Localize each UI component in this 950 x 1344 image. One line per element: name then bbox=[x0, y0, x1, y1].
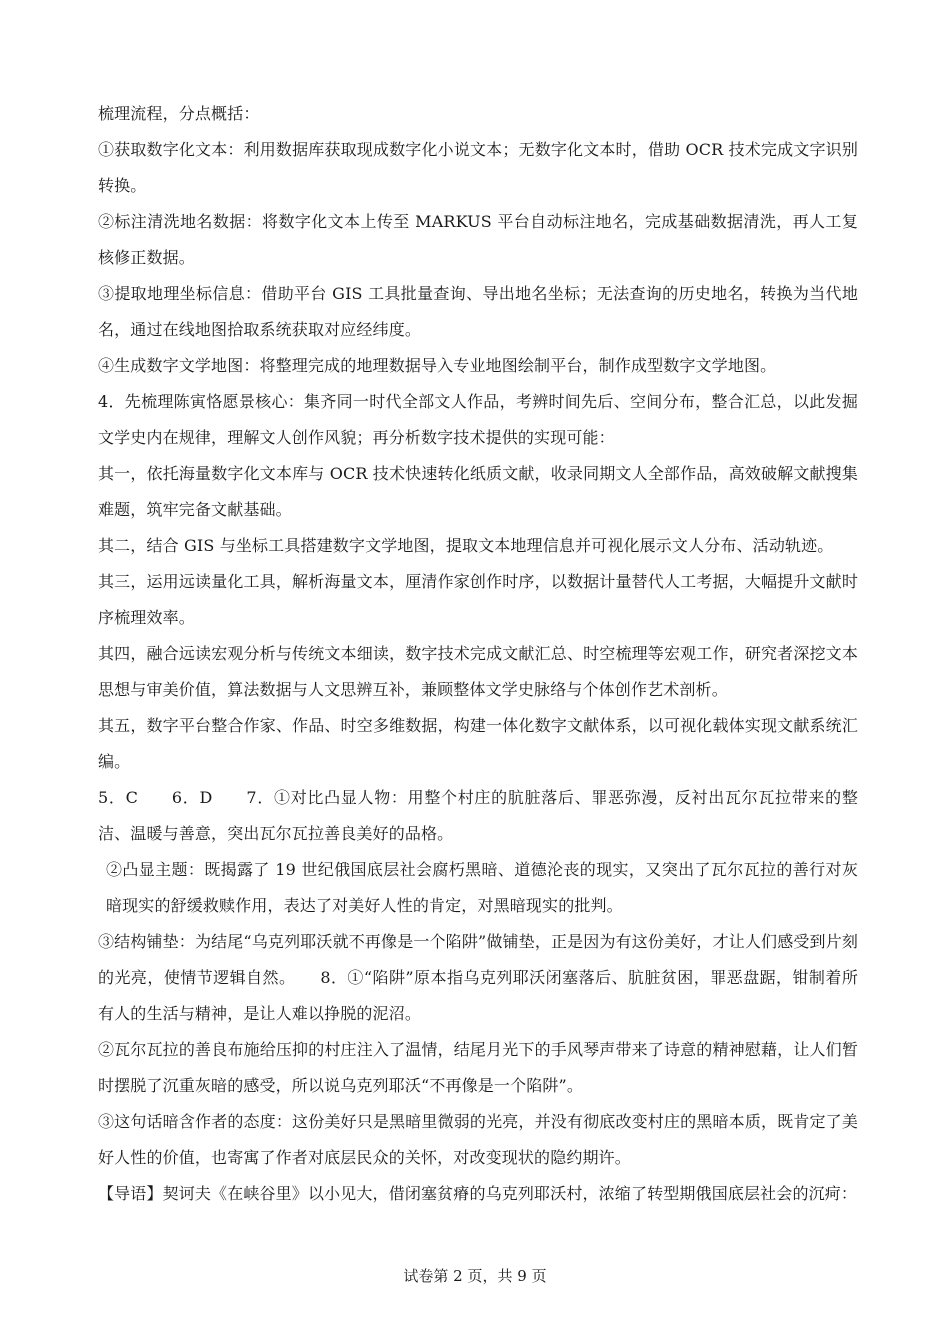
page-footer: 试卷第 2 页，共 9 页 bbox=[403, 1267, 547, 1285]
q7-point-3-and-q8-paragraph: ③结构铺垫：为结尾“乌克列耶沃就不再像是一个陷阱”做铺垫，正是因为有这份美好，才让人们感受到片刻的光亮，使情节逻辑自然。 8．①“陷阱”原本指乌克列耶沃闭塞落后、肮脏贫困，罪恶盘踞，钳制着所有人的生活与精神，是让人难以挣脱的泥沼。 bbox=[98, 932, 858, 1023]
step-2-paragraph: ②标注清洗地名数据：将数字化文本上传至 MARKUS 平台自动标注地名，完成基础数据清洗，再人工复核修正数据。 bbox=[98, 212, 858, 267]
q7-point-2-paragraph: ②凸显主题：既揭露了 19 世纪俄国底层社会腐朽黑暗、道德沦丧的现实，又突出了瓦尔瓦拉的善行对灰暗现实的舒缓救赎作用，表达了对美好人性的肯定，对黑暗现实的批判。 bbox=[106, 860, 858, 915]
point-3-paragraph: 其三，运用远读量化工具，解析海量文本，厘清作家创作时序，以数据计量替代人工考据，大幅提升文献时序梳理效率。 bbox=[98, 572, 858, 627]
guide-paragraph: 【导语】契诃夫《在峡谷里》以小见大，借闭塞贫瘠的乌克列耶沃村，浓缩了转型期俄国底层社会的沉疴： bbox=[98, 1184, 858, 1203]
q8-point-3-paragraph: ③这句话暗含作者的态度：这份美好只是黑暗里微弱的光亮，并没有彻底改变村庄的黑暗本质，既肯定了美好人性的价值，也寄寓了作者对底层民众的关怀，对改变现状的隐约期许。 bbox=[98, 1112, 858, 1167]
questions-5-7-answer: 5．C 6．D 7．①对比凸显人物：用整个村庄的肮脏落后、罪恶弥漫，反衬出瓦尔瓦拉带来的整洁、温暖与善意，突出瓦尔瓦拉善良美好的品格。 bbox=[98, 788, 858, 843]
point-2-paragraph: 其二，结合 GIS 与坐标工具搭建数字文学地图，提取文本地理信息并可视化展示文人分布、活动轨迹。 bbox=[98, 536, 834, 555]
question-4-answer: 4．先梳理陈寅恪愿景核心：集齐同一时代全部文人作品，考辨时间先后、空间分布，整合汇总，以此发掘文学史内在规律，理解文人创作风貌；再分析数字技术提供的实现可能： bbox=[98, 392, 858, 447]
point-4-paragraph: 其四，融合远读宏观分析与传统文本细读，数字技术完成文献汇总、时空梳理等宏观工作，研究者深挖文本思想与审美价值，算法数据与人文思辨互补，兼顾整体文学史脉络与个体创作艺术剖析。 bbox=[98, 644, 858, 699]
step-3-paragraph: ③提取地理坐标信息：借助平台 GIS 工具批量查询、导出地名坐标；无法查询的历史地名，转换为当代地名，通过在线地图拾取系统获取对应经纬度。 bbox=[98, 284, 858, 339]
intro-line: 梳理流程，分点概括： bbox=[98, 104, 260, 123]
point-1-paragraph: 其一，依托海量数字化文本库与 OCR 技术快速转化纸质文献，收录同期文人全部作品，高效破解文献搜集难题，筑牢完备文献基础。 bbox=[98, 464, 858, 519]
step-4-paragraph: ④生成数字文学地图：将整理完成的地理数据导入专业地图绘制平台，制作成型数字文学地图。 bbox=[98, 356, 777, 375]
answer-content bbox=[98, 96, 858, 1212]
point-5-paragraph: 其五，数字平台整合作家、作品、时空多维数据，构建一体化数字文献体系，以可视化载体实现文献系统汇编。 bbox=[98, 716, 858, 771]
step-1-paragraph: ①获取数字化文本：利用数据库获取现成数字化小说文本；无数字化文本时，借助 OCR 技术完成文字识别转换。 bbox=[98, 140, 858, 195]
q8-point-2-paragraph: ②瓦尔瓦拉的善良布施给压抑的村庄注入了温情，结尾月光下的手风琴声带来了诗意的精神慰藉，让人们暂时摆脱了沉重灰暗的感受，所以说乌克列耶沃“不再像是一个陷阱”。 bbox=[98, 1040, 858, 1095]
